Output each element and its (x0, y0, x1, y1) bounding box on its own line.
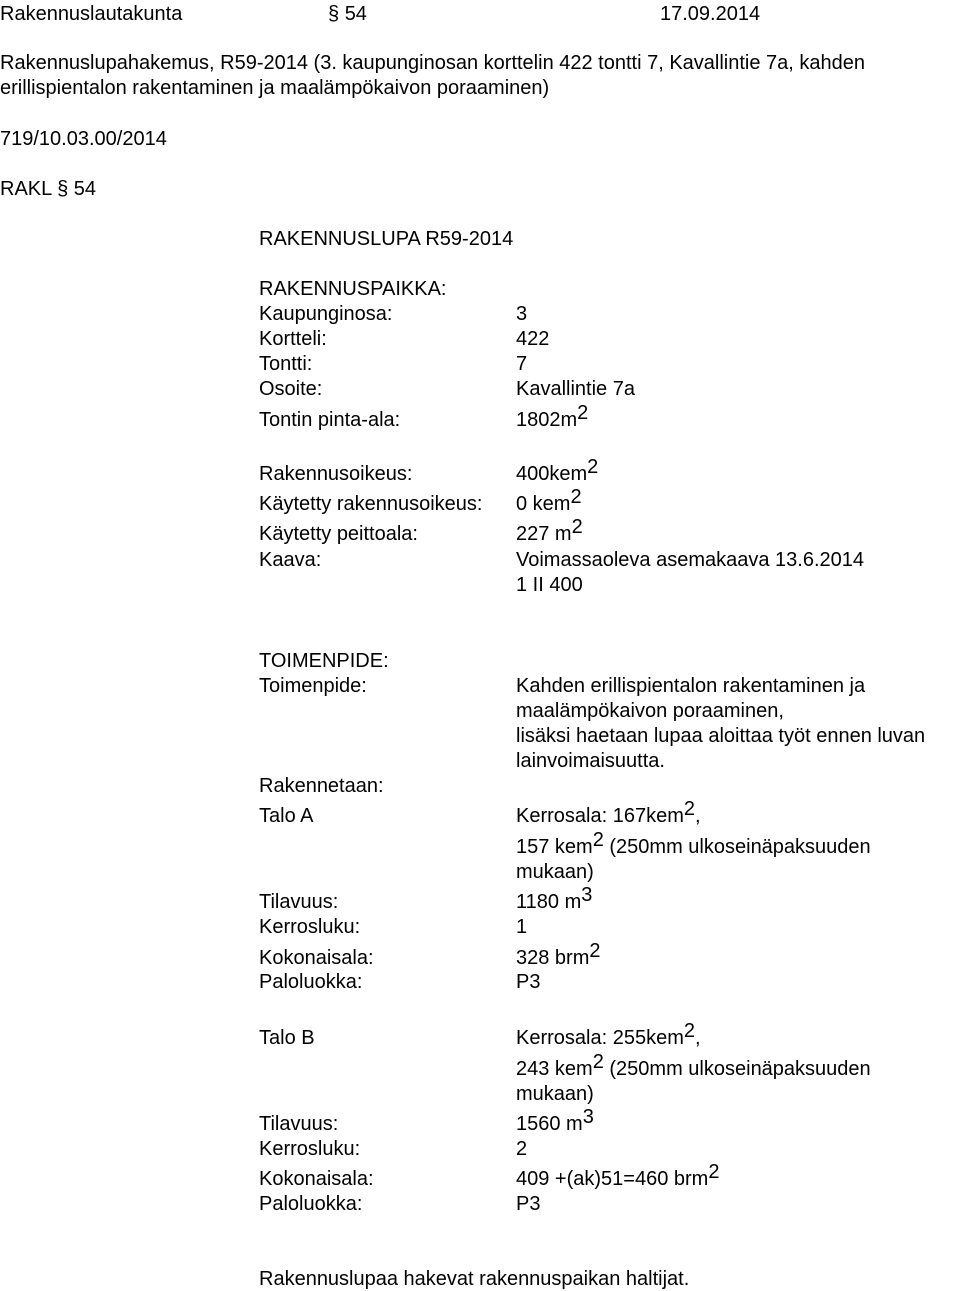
block-value: 422 (516, 328, 550, 350)
built-label: Rakennetaan: (259, 775, 384, 797)
building-right-value (516, 456, 599, 486)
section-number (328, 2, 367, 26)
address-value: Kavallintie 7a (516, 378, 635, 400)
house-b-volume-number: 1560 m (516, 1113, 583, 1135)
address-label: Osoite: (259, 378, 323, 400)
coverage-unit-exponent: 2 (571, 516, 583, 539)
used-right-number: 0 kem (516, 493, 571, 515)
rakl-label: RAKL (0, 178, 52, 200)
house-a-floor-area-2 (516, 829, 871, 859)
house-b-fire-label: Paloluokka: (259, 1193, 363, 1215)
house-a-volume-exponent: 3 (581, 884, 593, 907)
measure-heading: TOIMENPIDE: (259, 650, 389, 672)
house-a-floor-area (516, 798, 701, 828)
plan-value: Voimassaoleva asemakaava 13.6.2014 (516, 549, 865, 571)
house-b-floor-area-exponent: 2 (683, 1020, 695, 1043)
title-line-1: Rakennuslupahakemus, R59-2014 (3. kaupunginosan korttelin 422 tontti 7, Kavallintie 7a, kahden (0, 52, 866, 74)
house-a-volume-number: 1180 m (516, 891, 582, 913)
house-a-name: Talo A (259, 805, 314, 827)
house-a-volume-value (516, 884, 593, 914)
house-b-volume-exponent: 3 (582, 1106, 594, 1129)
plan-label: Kaava: (259, 549, 322, 571)
site-heading: RAKENNUSPAIKKA: (259, 278, 447, 300)
coverage-value (516, 516, 583, 546)
lot-label: Tontti: (259, 353, 313, 375)
house-a-total-number: 328 brm (516, 947, 590, 969)
house-b-floor-area-2-number: 243 kem (516, 1058, 593, 1080)
lot-area-label: Tontin pinta-ala: (259, 409, 401, 431)
house-a-total-exponent: 2 (589, 940, 601, 963)
district-label: Kaupunginosa: (259, 303, 393, 325)
house-a-floor-area-2-suffix: (250mm ulkoseinäpaksuuden (603, 836, 871, 858)
district-value: 3 (516, 303, 528, 325)
footer-note: Rakennuslupaa hakevat rakennuspaikan haltijat. (259, 1268, 690, 1290)
house-b-volume-value (516, 1106, 594, 1136)
house-b-floor-area-2-exponent: 2 (592, 1051, 604, 1074)
house-a-floor-area-2-line-2: mukaan) (516, 861, 594, 883)
used-right-unit-exponent: 2 (570, 486, 582, 509)
measure-desc-2: maalämpökaivon poraaminen, (516, 700, 784, 722)
house-b-name: Talo B (259, 1027, 315, 1049)
record-number: 719/10.03.00/2014 (0, 128, 167, 150)
house-a-floor-area-suffix: , (695, 805, 701, 827)
house-b-floor-area-2-line-2: mukaan) (516, 1083, 594, 1105)
lot-area-number: 1802m (516, 409, 578, 431)
section-value: 54 (344, 3, 367, 25)
used-right-value (516, 486, 582, 516)
house-a-floors-label: Kerrosluku: (259, 916, 361, 938)
house-a-volume-label: Tilavuus: (259, 891, 339, 913)
house-b-volume-label: Tilavuus: (259, 1113, 339, 1135)
rakl-section-sign: § (57, 178, 69, 200)
plan-value-2: 1 II 400 (516, 574, 583, 596)
rakl-section-value: 54 (73, 178, 97, 200)
lot-area-unit-exponent: 2 (577, 402, 589, 425)
coverage-number: 227 m (516, 523, 572, 545)
lot-value: 7 (516, 353, 528, 375)
house-b-total-number: 409 +(ak)51=460 brm (516, 1168, 709, 1190)
house-b-floors-label: Kerrosluku: (259, 1138, 361, 1160)
permit-title: RAKENNUSLUPA R59-2014 (259, 228, 514, 250)
used-right-label: Käytetty rakennusoikeus: (259, 493, 483, 515)
measure-desc-1: Kahden erillispientalon rakentaminen ja (516, 675, 866, 697)
house-a-fire-label: Paloluokka: (259, 971, 363, 993)
house-b-floor-area-2 (516, 1051, 871, 1081)
house-b-total-value (516, 1161, 720, 1191)
section-sign: § (328, 3, 340, 25)
block-label: Kortteli: (259, 328, 327, 350)
house-a-floor-area-2-number: 157 kem (516, 836, 593, 858)
house-a-floor-area-2-exponent: 2 (592, 829, 604, 852)
meeting-date: 17.09.2014 (660, 3, 761, 25)
rakl-section (0, 177, 96, 201)
house-a-fire-value: P3 (516, 971, 541, 993)
house-a-floor-area-number: Kerrosala: 167kem (516, 805, 684, 827)
house-b-floor-area (516, 1020, 701, 1050)
house-a-total-label: Kokonaisala: (259, 947, 374, 969)
building-right-label: Rakennusoikeus: (259, 463, 413, 485)
coverage-label: Käytetty peittoala: (259, 523, 418, 545)
house-a-floors-value: 1 (516, 916, 528, 938)
house-a-total-value (516, 940, 601, 970)
house-b-floor-area-number: Kerrosala: 255kem (516, 1027, 684, 1049)
house-b-floor-area-suffix: , (695, 1027, 701, 1049)
title-line-2: erillispientalon rakentaminen ja maalämpökaivon poraaminen) (0, 77, 550, 99)
building-right-unit-exponent: 2 (587, 456, 599, 479)
house-b-floors-value: 2 (516, 1138, 528, 1160)
house-b-fire-value: P3 (516, 1193, 541, 1215)
lot-area-value (516, 402, 589, 432)
measure-label: Toimenpide: (259, 675, 367, 697)
house-a-floor-area-exponent: 2 (683, 798, 695, 821)
house-b-floor-area-2-suffix: (250mm ulkoseinäpaksuuden (603, 1058, 871, 1080)
committee-name: Rakennuslautakunta (0, 3, 183, 25)
measure-desc-3: lisäksi haetaan lupaa aloittaa työt ennen luvan (516, 725, 926, 747)
measure-desc-4: lainvoimaisuutta. (516, 750, 665, 772)
house-b-total-exponent: 2 (708, 1161, 720, 1184)
house-b-total-label: Kokonaisala: (259, 1168, 374, 1190)
building-right-number: 400kem (516, 463, 588, 485)
